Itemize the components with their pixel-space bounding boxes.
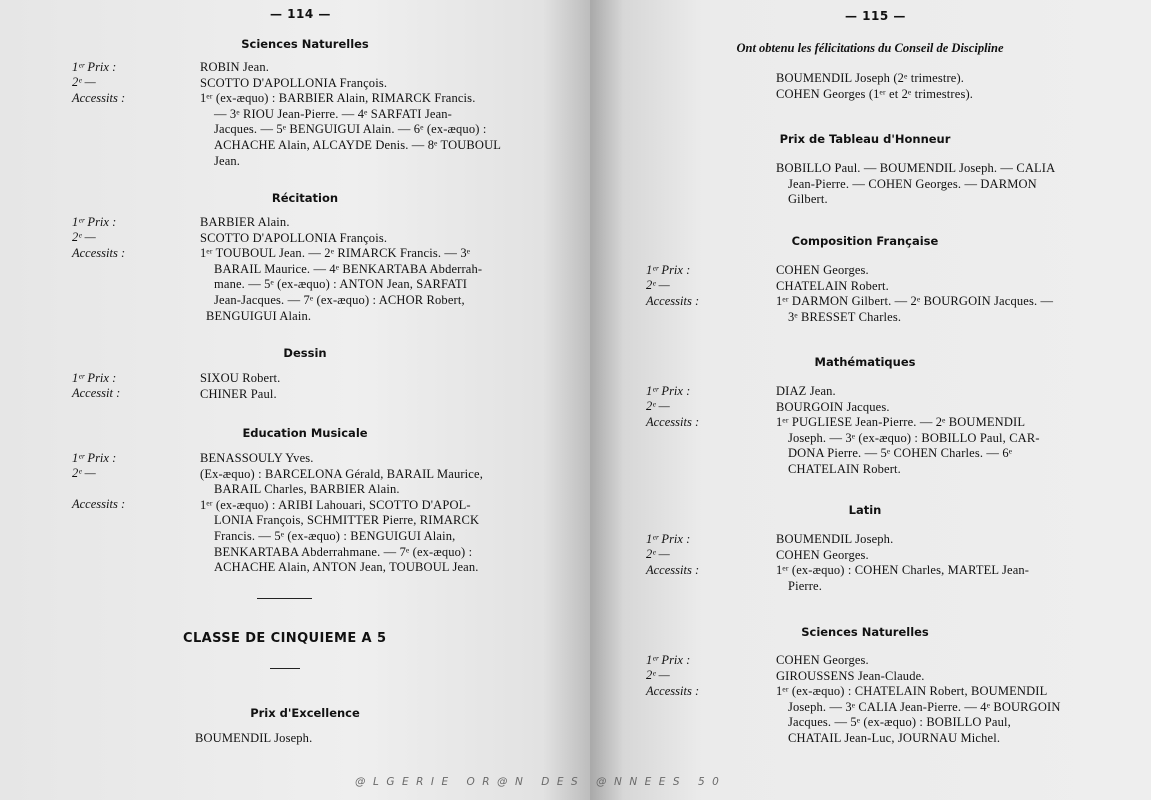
award-line: GIROUSSENS Jean-Claude.	[776, 668, 925, 683]
award-line: 1ᵉʳ PUGLIESE Jean-Pierre. — 2ᵉ BOUMENDIL	[776, 415, 1026, 430]
right-page	[590, 0, 1151, 800]
section-title: Mathématiques	[814, 355, 916, 369]
award-line: SCOTTO D'APOLLONIA François.	[200, 75, 388, 90]
award-line: BOURGOIN Jacques.	[776, 399, 890, 414]
award-line: SCOTTO D'APOLLONIA François.	[200, 230, 388, 245]
class-title: CLASSE DE CINQUIEME A 5	[183, 631, 387, 646]
award-line: BENASSOULY Yves.	[200, 451, 314, 465]
award-line: CHATELAIN Robert.	[776, 278, 889, 293]
award-line: BOBILLO Paul. — BOUMENDIL Joseph. — CALIA	[776, 161, 1056, 175]
accessits-label: Accessits :	[72, 497, 126, 511]
page-number: — 114 —	[270, 7, 331, 21]
prize-label: 2ᵉ —	[646, 547, 670, 561]
award-line: CHATAIL Jean-Luc, JOURNAU Michel.	[788, 731, 1001, 745]
award-line: ACHACHE Alain, ALCAYDE Denis. — 8ᵉ TOUBOUL	[214, 138, 502, 152]
accessits-label: Accessits :	[646, 563, 700, 577]
section-title: Dessin	[283, 346, 327, 360]
prize-label: 2ᵉ —	[646, 399, 670, 413]
divider	[270, 668, 300, 669]
page-number: — 115 —	[845, 9, 906, 23]
accessits-label: Accessits :	[646, 684, 700, 698]
award-line: BARAIL Charles, BARBIER Alain.	[214, 482, 400, 497]
award-line: BOUMENDIL Joseph.	[776, 532, 894, 546]
award-line: 1ᵉʳ (ex-æquo) : COHEN Charles, MARTEL Jean-	[776, 563, 1030, 578]
award-line: BOUMENDIL Joseph.	[195, 731, 313, 745]
watermark: @LGERIE OR@N DES @NNEES 50	[355, 776, 727, 788]
award-line: Joseph. — 3ᵉ CALIA Jean-Pierre. — 4ᵉ BOURGOIN	[788, 699, 1061, 714]
section-title: Sciences Naturelles	[801, 625, 929, 639]
award-line: DIAZ Jean.	[776, 384, 836, 398]
award-line: BENGUIGUI Alain.	[206, 308, 312, 323]
section-title: Récitation	[271, 191, 339, 205]
accessits-label: Accessits :	[646, 294, 700, 308]
award-line: Jean-Pierre. — COHEN Georges. — DARMON	[788, 176, 1037, 191]
award-line: Jacques. — 5ᵉ (ex-æquo) : BOBILLO Paul,	[788, 715, 1011, 730]
award-line: Joseph. — 3ᵉ (ex-æquo) : BOBILLO Paul, CAR-	[788, 430, 1040, 445]
divider	[257, 598, 312, 599]
award-line: LONIA François, SCHMITTER Pierre, RIMARCK	[214, 513, 480, 528]
award-line: Gilbert.	[788, 192, 828, 207]
award-line: DONA Pierre. — 5ᵉ COHEN Charles. — 6ᵉ	[788, 446, 1013, 461]
section-title: Sciences Naturelles	[241, 37, 369, 51]
award-line: 1ᵉʳ DARMON Gilbert. — 2ᵉ BOURGOIN Jacques. —	[776, 294, 1054, 309]
accessits-label: Accessits :	[72, 246, 126, 260]
award-line: COHEN Georges (1ᵉʳ et 2ᵉ trimestres).	[776, 86, 974, 101]
award-line: CHATELAIN Robert.	[788, 462, 901, 476]
prize-label: 1ᵉʳ Prix :	[72, 215, 117, 229]
prize-label: 1ᵉʳ Prix :	[72, 451, 117, 465]
award-line: 1ᵉʳ TOUBOUL Jean. — 2ᵉ RIMARCK Francis. — 3ᵉ	[200, 246, 471, 261]
prize-label: 2ᵉ —	[72, 75, 96, 89]
award-line: Francis. — 5ᵉ (ex-æquo) : BENGUIGUI Alain,	[214, 529, 456, 543]
section-title: Prix de Tableau d'Honneur	[779, 132, 951, 146]
accessits-label: Accessits :	[646, 415, 700, 429]
award-line: (Ex-æquo) : BARCELONA Gérald, BARAIL Maurice,	[200, 466, 483, 481]
award-line: Jean.	[214, 153, 241, 168]
award-line: COHEN Georges.	[776, 263, 869, 277]
award-line: COHEN Georges.	[776, 653, 869, 667]
award-line: mane. — 5ᵉ (ex-æquo) : ANTON Jean, SARFATI	[214, 277, 468, 292]
section-title: Education Musicale	[242, 426, 368, 440]
award-line: CHINER Paul.	[200, 386, 277, 401]
prize-label: 1ᵉʳ Prix :	[646, 263, 691, 277]
accessit-label: Accessit :	[72, 386, 121, 400]
prize-label: 2ᵉ —	[72, 466, 96, 480]
award-line: Pierre.	[788, 578, 823, 593]
award-line: ROBIN Jean.	[200, 60, 270, 74]
prize-label: 2ᵉ —	[646, 668, 670, 682]
award-line: 1ᵉʳ (ex-æquo) : CHATELAIN Robert, BOUMENDIL	[776, 684, 1048, 699]
prize-label: 1ᵉʳ Prix :	[646, 653, 691, 667]
award-line: BENKARTABA Abderrahmane. — 7ᵉ (ex-æquo) :	[214, 544, 473, 559]
section-title: Prix d'Excellence	[250, 706, 360, 720]
prize-label: 1ᵉʳ Prix :	[646, 532, 691, 546]
award-line: Jean-Jacques. — 7ᵉ (ex-æquo) : ACHOR Robert,	[214, 293, 465, 307]
prize-label: 2ᵉ —	[646, 278, 670, 292]
award-line: 1ᵉʳ (ex-æquo) : ARIBI Lahouari, SCOTTO D'APOL-	[200, 497, 471, 512]
award-line: 3ᵉ BRESSET Charles.	[788, 309, 902, 324]
prize-label: 1ᵉʳ Prix :	[72, 371, 117, 385]
prize-label: 1ᵉʳ Prix :	[72, 60, 117, 74]
section-title: Ont obtenu les félicitations du Conseil de Discipline	[736, 41, 1004, 55]
section-title: Composition Française	[791, 234, 939, 248]
award-line: BARAIL Maurice. — 4ᵉ BENKARTABA Abderrah-	[214, 261, 483, 276]
award-line: BARBIER Alain.	[200, 215, 290, 229]
prize-label: 1ᵉʳ Prix :	[646, 384, 691, 398]
award-line: SIXOU Robert.	[200, 371, 281, 385]
award-line: — 3ᵉ RIOU Jean-Pierre. — 4ᵉ SARFATI Jean-	[214, 106, 452, 121]
award-line: ACHACHE Alain, ANTON Jean, TOUBOUL Jean.	[214, 560, 479, 575]
award-line: COHEN Georges.	[776, 547, 869, 562]
award-line: Jacques. — 5ᵉ BENGUIGUI Alain. — 6ᵉ (ex-æquo) :	[214, 122, 487, 137]
section-title: Latin	[848, 503, 882, 517]
award-line: 1ᵉʳ (ex-æquo) : BARBIER Alain, RIMARCK Francis.	[200, 91, 476, 106]
accessits-label: Accessits :	[72, 91, 126, 105]
award-line: BOUMENDIL Joseph (2ᵉ trimestre).	[776, 71, 965, 85]
prize-label: 2ᵉ —	[72, 230, 96, 244]
